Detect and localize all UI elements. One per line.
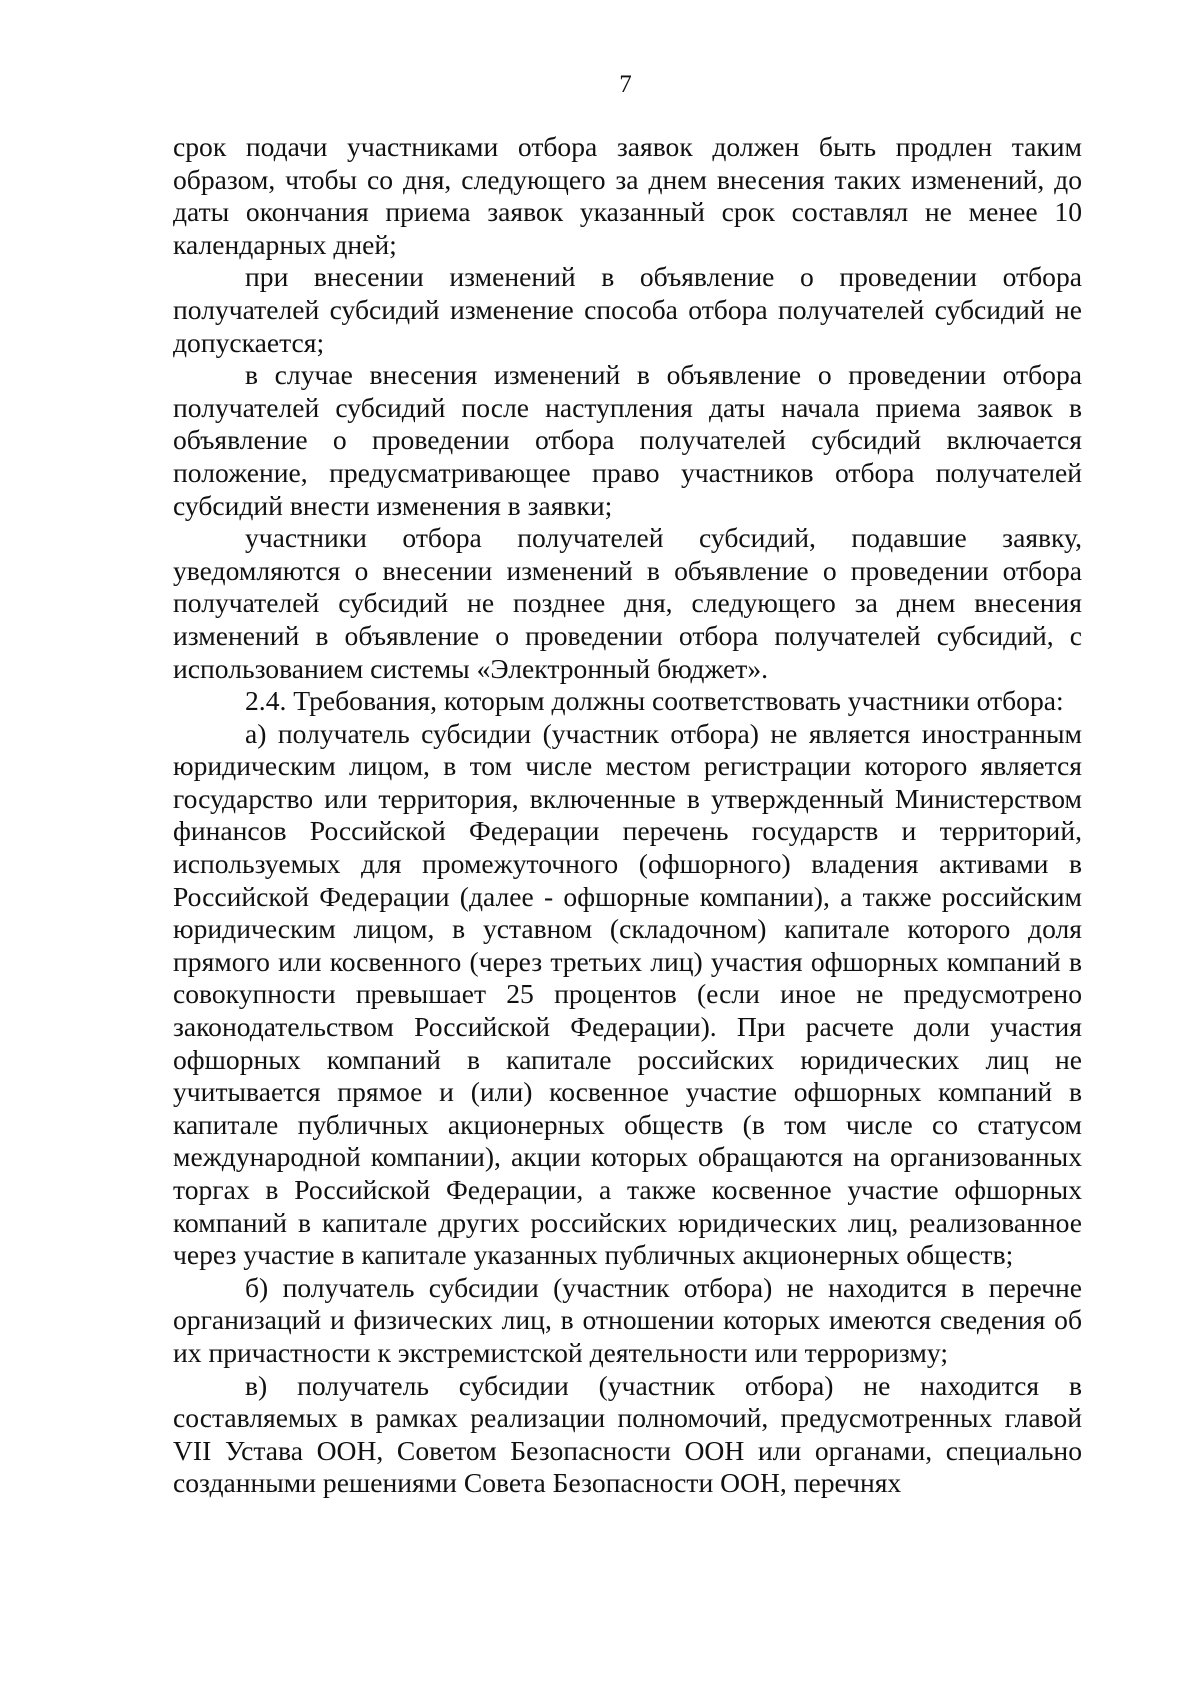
paragraph-requirement-b: б) получатель субсидии (участник отбора) не находится в перечне организаций и физических лиц, в отношении которых имеются сведения об их причастности к экстремистской деятельности или терроризму; [173, 1271, 1082, 1368]
page-number: 7 [619, 71, 632, 98]
paragraph-requirement-v: в) получатель субсидии (участник отбора) не находится в составляемых в рамках реализации полномочий, предусмотренных главой VII Устава ООН, Советом Безопасности ООН или органами, специально созданными решениями Совета Безопасности ООН, перечнях [173, 1369, 1082, 1499]
paragraph-participant-notification: участники отбора получателей субсидий, подавшие заявку, уведомляются о внесении изменений в объявление о проведении отбора получателей субсидий не позднее дня, следующего за днем внесения изменений в объявление о проведении отбора получателей субсидий, с использованием системы «Электронный бюджет». [173, 522, 1082, 684]
paragraph-selection-method: при внесении изменений в объявление о проведении отбора получателей субсидий изменение способа отбора получателей субсидий не допускается; [173, 261, 1082, 358]
document-body [173, 131, 1082, 1500]
paragraph-requirement-a: а) получатель субсидии (участник отбора) не является иностранным юридическим лицом, в том числе местом регистрации которого является государство или территория, включенные в утвержденный Министерством финансов Российской Федерации перечень государств и территорий, используемых для промежуточного (офшорного) владения активами в Российской Федерации (далее - офшорные компании), а также российским юридическим лицом, в уставном (складочном) капитале которого доля прямого или косвенного (через третьих лиц) участия офшорных компаний в совокупности превышает 25 процентов (если иное не предусмотрено законодательством Российской Федерации). При расчете доли участия офшорных компаний в капитале российских юридических лиц не учитывается прямое и (или) косвенное участие офшорных компаний в капитале публичных акционерных обществ (в том числе со статусом международной компании), акции которых обращаются на организованных торгах в Российской Федерации, а также косвенное участие офшорных компаний в капитале других российских юридических лиц, реализованное через участие в капитале указанных публичных акционерных обществ; [173, 717, 1082, 1271]
paragraph-requirements-heading: 2.4. Требования, которым должны соответствовать участники отбора: [245, 685, 1064, 717]
paragraph-changes-after-start: в случае внесения изменений в объявление о проведении отбора получателей субсидий после наступления даты начала приема заявок в объявление о проведении отбора получателей субсидий включается положение, предусматривающее право участников отбора получателей субсидий внести изменения в заявки; [173, 359, 1082, 521]
paragraph-application-deadline: срок подачи участниками отбора заявок должен быть продлен таким образом, чтобы со дня, следующего за днем внесения таких изменений, до даты окончания приема заявок указанный срок составлял не менее 10 календарных дней; [173, 131, 1082, 260]
